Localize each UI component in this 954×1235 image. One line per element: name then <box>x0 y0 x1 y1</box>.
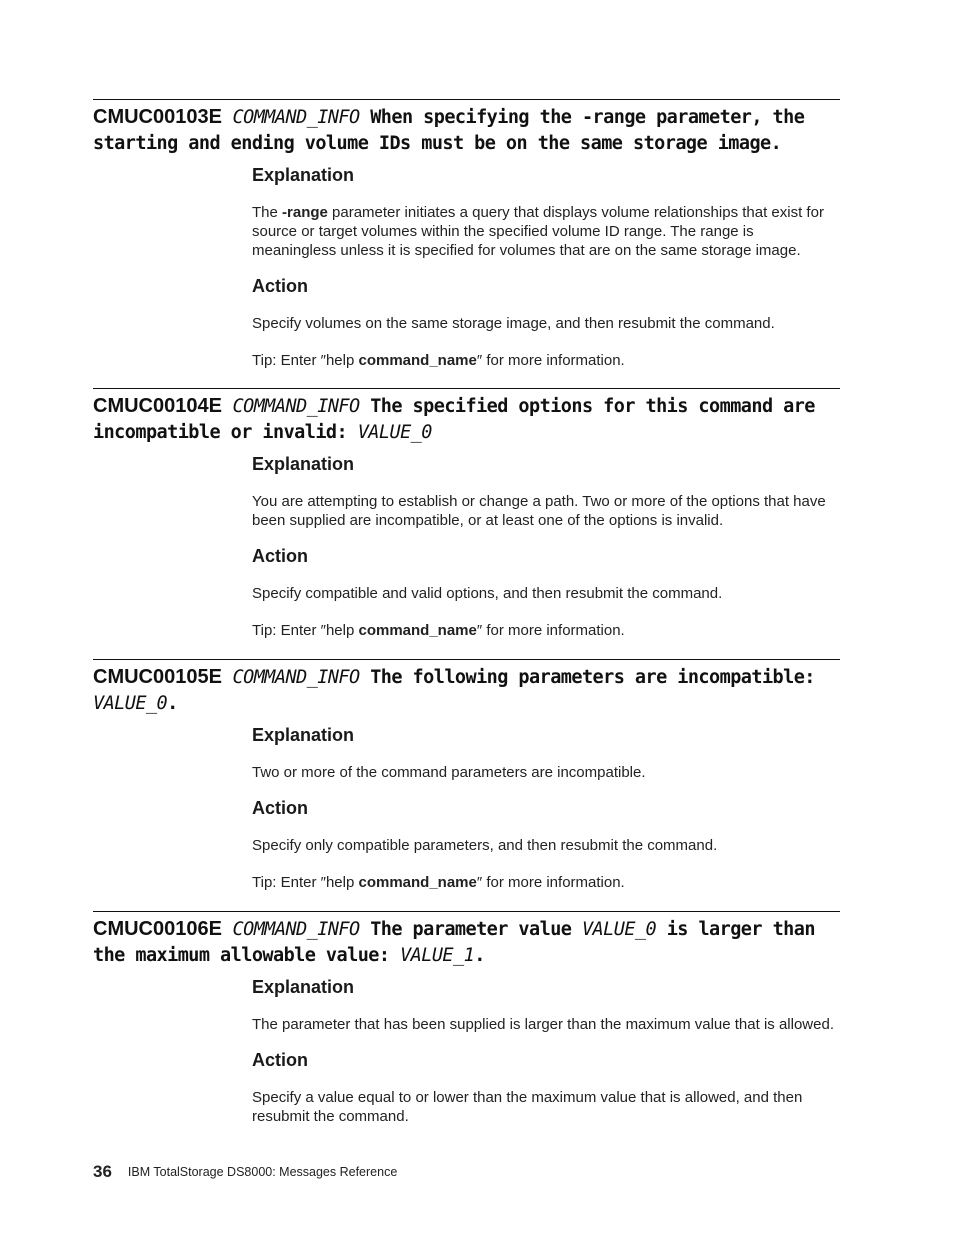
value-var-1: VALUE_1 <box>400 945 475 966</box>
message-title-part-c: the maximum allowable value: <box>93 945 390 966</box>
message-title-part-b: is larger than <box>666 919 815 940</box>
message-title-line2: incompatible or invalid: <box>93 422 348 443</box>
action-heading: Action <box>252 1050 308 1070</box>
value-var: VALUE_0 <box>357 422 432 443</box>
message-title-line1: The following parameters are incompatible: <box>370 667 815 688</box>
message-body <box>252 453 840 640</box>
command-name: command_name <box>358 622 477 639</box>
message-entry-cmuc00105e <box>93 659 840 892</box>
command-info-var: COMMAND_INFO <box>232 667 360 688</box>
explanation-heading: Explanation <box>252 165 355 185</box>
message-body <box>252 164 840 370</box>
book-title: IBM TotalStorage DS8000: Messages Reference <box>127 1165 398 1179</box>
tip-text: Tip: Enter ″help command_name″ for more information. <box>252 352 625 369</box>
value-var-0: VALUE_0 <box>581 919 657 940</box>
message-body <box>252 724 840 892</box>
command-info-var: COMMAND_INFO <box>232 919 360 940</box>
command-info-var: COMMAND_INFO <box>232 396 360 417</box>
explanation-heading: Explanation <box>252 977 355 997</box>
action-text: Specify a value equal to or lower than the maximum value that is allowed, and then resubmit the command. <box>252 1089 803 1125</box>
explanation-heading: Explanation <box>252 454 355 474</box>
explanation-text: You are attempting to establish or change a path. Two or more of the options that have been supplied are incompatible, or at least one of the options is invalid. <box>252 493 826 529</box>
explanation-text: The -range parameter initiates a query that displays volume relationships that exist for source or target volumes within the specified volume ID range. The range is meaningless unless it is specified for volumes that are on the same storage image. <box>252 204 824 259</box>
message-heading <box>93 104 840 157</box>
action-heading: Action <box>252 798 308 818</box>
page-footer <box>93 1162 397 1182</box>
message-code: CMUC00103E <box>93 106 222 128</box>
action-heading: Action <box>252 276 308 296</box>
explanation-text: The parameter that has been supplied is larger than the maximum value that is allowed. <box>252 1016 834 1033</box>
explanation-heading: Explanation <box>252 725 355 745</box>
page-number: 36 <box>93 1162 112 1181</box>
range-parameter: -range <box>282 204 328 221</box>
message-title-part-a: The parameter value <box>370 919 572 940</box>
action-text: Specify only compatible parameters, and then resubmit the command. <box>252 837 718 854</box>
title-period: . <box>474 945 485 966</box>
message-heading <box>93 664 840 717</box>
message-code: CMUC00105E <box>93 666 222 688</box>
message-code: CMUC00104E <box>93 395 222 417</box>
message-title-line1: When specifying the -range parameter, the <box>370 107 805 128</box>
action-text: Specify volumes on the same storage image, and then resubmit the command. <box>252 315 775 332</box>
tip-text: Tip: Enter ″help command_name″ for more information. <box>252 874 625 891</box>
action-text: Specify compatible and valid options, and then resubmit the command. <box>252 585 723 602</box>
message-title-line2: starting and ending volume IDs must be on the same storage image. <box>93 133 782 154</box>
message-entry-cmuc00106e <box>93 911 840 1126</box>
command-info-var: COMMAND_INFO <box>232 107 360 128</box>
command-name: command_name <box>358 352 477 369</box>
action-heading: Action <box>252 546 308 566</box>
explanation-text: Two or more of the command parameters are incompatible. <box>252 764 646 781</box>
title-period: . <box>167 693 178 714</box>
message-body <box>252 976 840 1126</box>
message-code: CMUC00106E <box>93 918 222 940</box>
message-title-line1: The specified options for this command are <box>370 396 815 417</box>
tip-text: Tip: Enter ″help command_name″ for more information. <box>252 622 625 639</box>
command-name: command_name <box>358 874 477 891</box>
message-heading <box>93 916 840 969</box>
message-entry-cmuc00104e <box>93 388 840 640</box>
message-heading <box>93 393 840 446</box>
message-entry-cmuc00103e <box>93 99 840 370</box>
value-var: VALUE_0 <box>93 693 168 714</box>
